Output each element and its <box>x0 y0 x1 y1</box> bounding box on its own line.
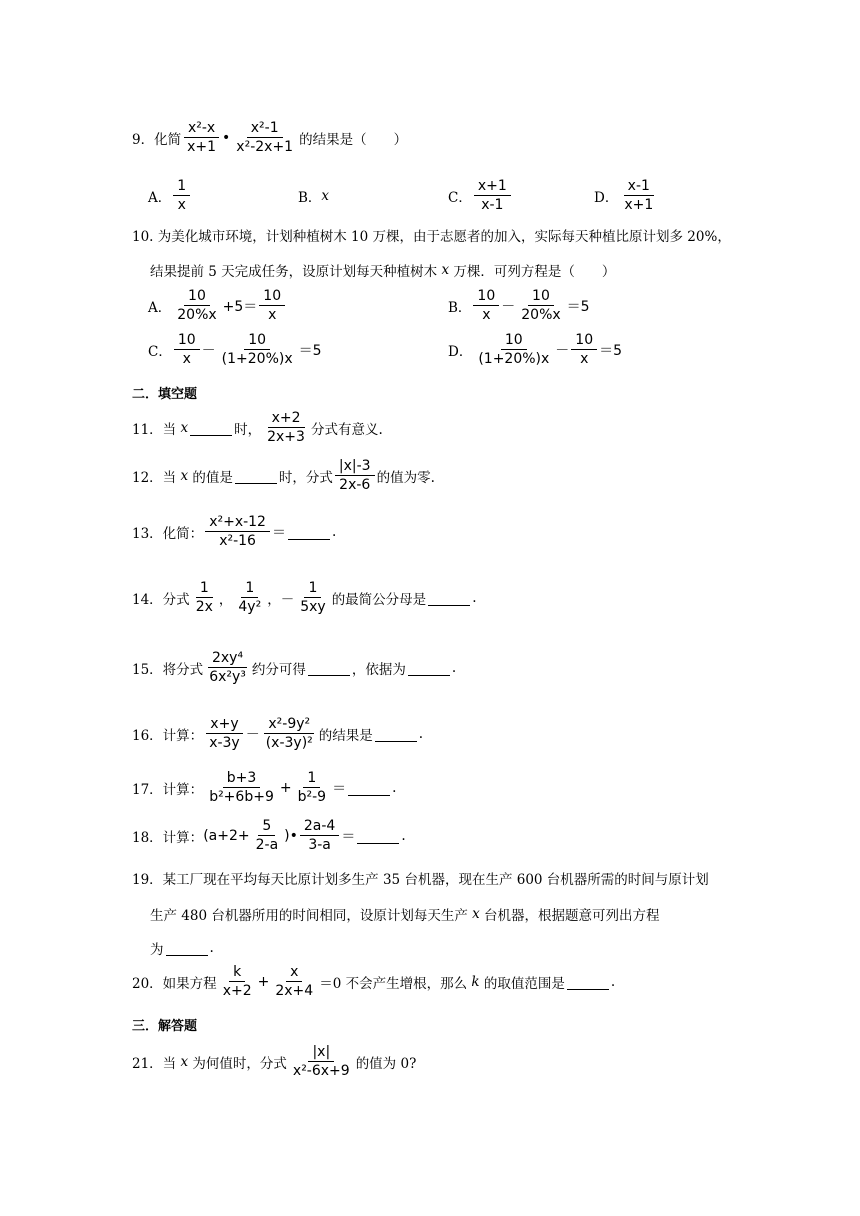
option-a: A． $\frac{1}{x}$ <box>148 176 192 216</box>
question-21: 21．当 x 为何值时，分式 $\frac{|x|}{\text{x²-6x+9}}$ 的值为 0? <box>132 1044 417 1079</box>
fraction: $\frac{\text{x²-1}}{\text{x²-2x+1}}$ <box>236 120 294 155</box>
option-b: B． x <box>298 188 330 206</box>
fraction: $\frac{\text{x²-x}}{x+1}$ <box>183 121 220 154</box>
question-10-line-2: 结果提前 5 天完成任务，设原计划每天种植树木 x 万棵．可列方程是（ ） <box>150 262 616 280</box>
section-heading-fill-in: 二．填空题 <box>132 386 198 402</box>
answer-blank[interactable] <box>190 421 232 436</box>
option-a: A． $\frac{10}{20\%x}$ +5＝ $\frac{10}{x}$ <box>148 286 287 326</box>
question-15: 15．将分式 $\frac{\text{2xy⁴}}{\text{6x²y³}}$ 约分可得 ，依据为 . <box>132 650 457 685</box>
question-10-line-1: 10. 为美化城市环境，计划种植树木 10 万棵，由于志愿者的加入，实际每天种植比原计划多 20%， <box>132 229 731 245</box>
answer-blank[interactable] <box>166 941 208 956</box>
question-11: 11．当 x 时， $\frac{x+2}{2x+3}$ 分式有意义. <box>132 410 383 445</box>
question-13: 13．化简： $\frac{\text{x²+x-12}}{\text{x²-16}}$ ＝ . <box>132 514 337 549</box>
answer-blank[interactable] <box>428 591 470 606</box>
answer-blank[interactable] <box>308 661 350 676</box>
section-heading-solve: 三．解答题 <box>132 1018 198 1034</box>
question-17: 17．计算： $\frac{b+3}{\text{b²+6b+9}}$ + $\frac{1}{\text{b²-9}}$ ＝ . <box>132 770 397 805</box>
question-18: 18．计算： (a+2+ $\frac{5}{2-a}$ )• $\frac{2a-4}{3-a}$ ＝ . <box>132 818 406 853</box>
option-d: D． $\frac{x-1}{x+1}$ <box>594 178 654 213</box>
question-12: 12．当 x 的值是 时，分式 $\frac{|x|-3}{2x-6}$ 的值为零. <box>132 458 435 493</box>
question-19-line-3: 为 . <box>150 940 214 958</box>
question-16: 16．计算： $\frac{x+y}{x-3y}$ － $\frac{\text{x²-9y²}}{\text{(x-3y)²}}$ 的结果是 . <box>132 716 424 751</box>
answer-blank[interactable] <box>288 525 330 540</box>
option-b: B． $\frac{10}{x}$ － $\frac{10}{20\%x}$ ＝5 <box>448 288 590 323</box>
answer-blank[interactable] <box>357 829 399 844</box>
question-number: 9．化简 <box>132 132 182 148</box>
option-d: D． $\frac{10}{(1+20\%)x}$ － $\frac{10}{x}$ ＝5 <box>448 332 623 367</box>
answer-blank[interactable] <box>567 975 609 990</box>
question-20: 20．如果方程 $\frac{k}{x+2}$ + $\frac{x}{2x+4}$ ＝0 不会产生增根，那么 k 的取值范围是 . <box>132 964 616 999</box>
question-19-line-2: 生产 480 台机器所用的时间相同，设原计划每天生产 x 台机器，根据题意可列出方程 <box>150 906 660 924</box>
question-19-line-1: 19．某工厂现在平均每天比原计划多生产 35 台机器，现在生产 600 台机器所需的时间与原计划 <box>132 872 709 888</box>
answer-blank[interactable] <box>375 727 417 742</box>
answer-blank[interactable] <box>408 661 450 676</box>
option-c: C． $\frac{10}{x}$ － $\frac{10}{(1+20\%)x}$ ＝5 <box>148 332 322 367</box>
option-c: C． $\frac{x+1}{x-1}$ <box>448 176 513 216</box>
answer-blank[interactable] <box>348 781 390 796</box>
question-9: 9．化简 $\frac{\text{x²-x}}{x+1}$ • $\frac{\text{x²-1}}{\text{x²-2x+1}}$ 的结果是（ ） <box>132 120 408 155</box>
answer-blank[interactable] <box>235 469 277 484</box>
question-14: 14．分式 $\frac{1}{2x}$ ， $\frac{1}{\text{4y²}}$ ，－ $\frac{1}{5xy}$ 的最简公分母是 . <box>132 580 477 615</box>
